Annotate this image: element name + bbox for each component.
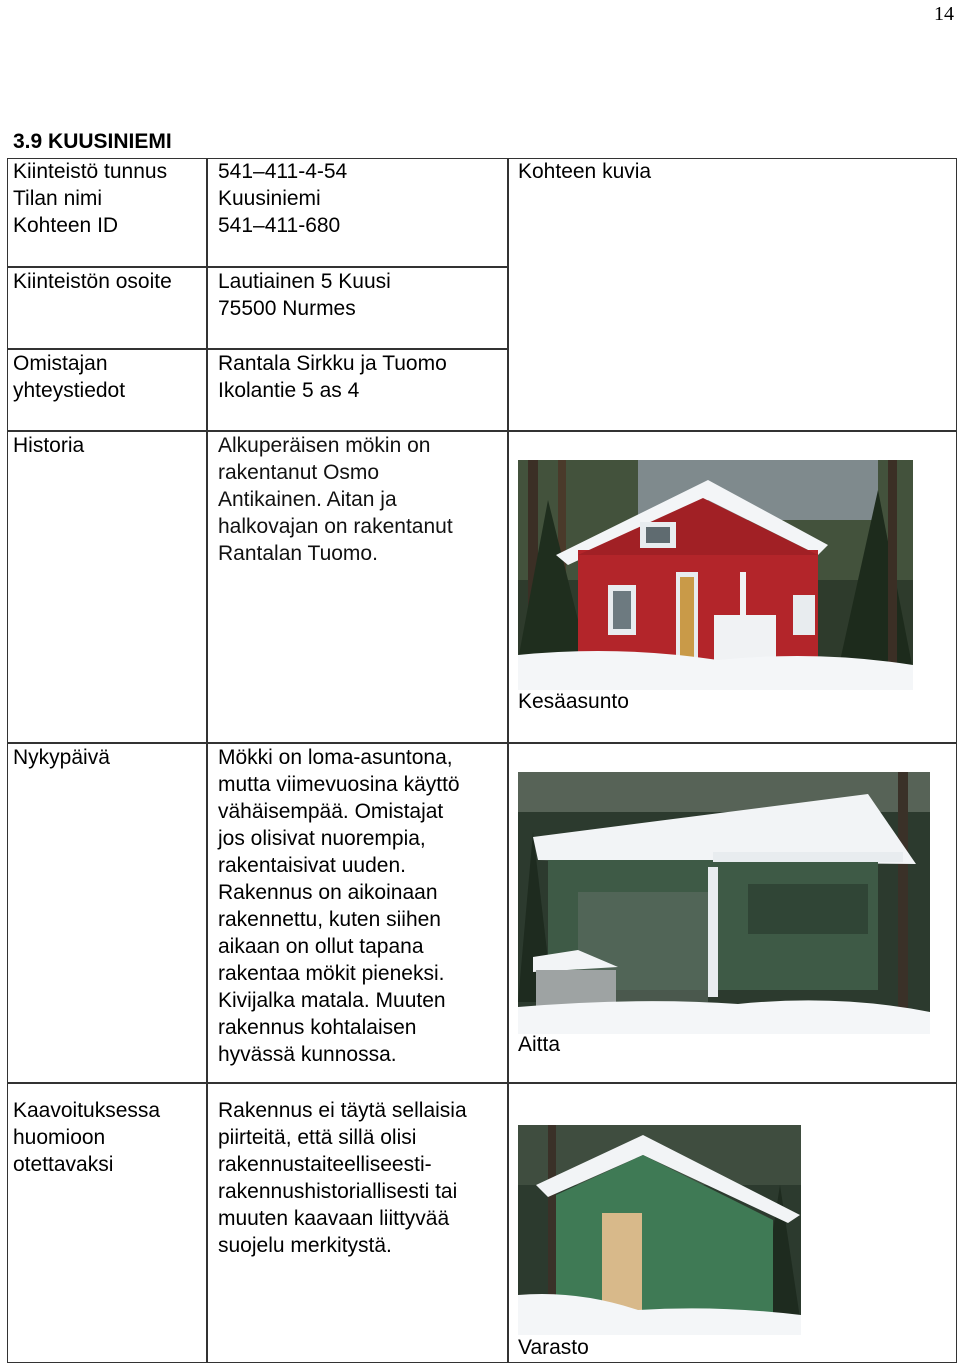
present-line: rakennus kohtalaisen: [218, 1016, 417, 1039]
label-site-id: Kohteen ID: [13, 214, 119, 237]
present-value-cell: [218, 744, 460, 1068]
granary-caption: Aitta: [518, 1033, 561, 1056]
column-divider: [507, 158, 509, 1363]
present-line: hyvässä kunnossa.: [218, 1043, 397, 1066]
zoning-label-cell: [13, 1097, 160, 1178]
label-zoning-line: huomioon: [13, 1126, 106, 1149]
summer-cottage-caption: Kesäasunto: [518, 690, 629, 713]
page-number: 14: [934, 3, 954, 25]
pictures-header-text: Kohteen kuvia: [518, 160, 652, 183]
label-zoning-line: otettavaksi: [13, 1153, 114, 1176]
zoning-line: rakennustaiteelliseesti-: [218, 1153, 432, 1176]
label-history: Historia: [13, 434, 85, 457]
storage-shed-caption: Varasto: [518, 1336, 589, 1359]
ids-label-cell: [13, 158, 167, 239]
owner-line: Rantala Sirkku ja Tuomo: [218, 352, 447, 375]
row-divider: [7, 430, 957, 432]
history-line: Rantalan Tuomo.: [218, 542, 378, 565]
section-title: 3.9 KUUSINIEMI: [13, 130, 172, 153]
address-line: Lautiainen 5 Kuusi: [218, 270, 391, 293]
present-line: Mökki on loma-asuntona,: [218, 746, 453, 769]
history-line: rakentanut Osmo: [218, 461, 380, 484]
present-line: aikaan on ollut tapana: [218, 935, 424, 958]
owner-label-cell: [13, 350, 125, 404]
label-owner-line: yhteystiedot: [13, 379, 126, 402]
summer-cottage-photo: [518, 460, 913, 690]
history-value-cell: [218, 432, 453, 567]
label-address: Kiinteistön osoite: [13, 270, 172, 293]
present-line: rakentaisivat uuden.: [218, 854, 406, 877]
zoning-value-cell: [218, 1097, 467, 1259]
address-label-cell: [13, 268, 172, 295]
present-line: rakennettu, kuten siihen: [218, 908, 441, 931]
label-property-code: Kiinteistö tunnus: [13, 160, 168, 183]
owner-value-cell: [218, 350, 447, 404]
label-zoning-line: Kaavoituksessa: [13, 1099, 161, 1122]
zoning-line: Rakennus ei täytä sellaisia: [218, 1099, 467, 1122]
label-farm-name: Tilan nimi: [13, 187, 103, 210]
zoning-line: rakennushistoriallisesti tai: [218, 1180, 458, 1203]
present-line: Rakennus on aikoinaan: [218, 881, 438, 904]
storage-shed-photo: [518, 1125, 801, 1335]
zoning-line: muuten kaavaan liittyvää: [218, 1207, 450, 1230]
property-table: [7, 158, 957, 1363]
label-owner-line: Omistajan: [13, 352, 108, 375]
present-line: Kivijalka matala. Muuten: [218, 989, 446, 1012]
address-line: 75500 Nurmes: [218, 297, 356, 320]
present-line: jos olisivat nuorempia,: [218, 827, 426, 850]
history-line: Antikainen. Aitan ja: [218, 488, 397, 511]
present-line: vähäisempää. Omistajat: [218, 800, 444, 823]
zoning-line: suojelu merkitystä.: [218, 1234, 392, 1257]
present-line: rakentaa mökit pieneksi.: [218, 962, 445, 985]
zoning-line: piirteitä, että sillä olisi: [218, 1126, 417, 1149]
label-present: Nykypäivä: [13, 746, 110, 769]
value-farm-name: Kuusiniemi: [218, 187, 321, 210]
address-value-cell: [218, 268, 391, 322]
granary-photo: [518, 772, 930, 1034]
ids-value-cell: [218, 158, 347, 239]
present-label-cell: [13, 744, 110, 771]
value-property-code: 541–411-4-54: [218, 160, 348, 183]
present-line: mutta viimevuosina käyttö: [218, 773, 460, 796]
history-line: halkovajan on rakentanut: [218, 515, 453, 538]
column-divider: [206, 158, 208, 1363]
history-label-cell: [13, 432, 84, 459]
pictures-header: [518, 158, 651, 185]
owner-line: Ikolantie 5 as 4: [218, 379, 360, 402]
row-divider: [7, 1082, 957, 1084]
value-site-id: 541–411-680: [218, 214, 341, 237]
row-divider: [7, 742, 957, 744]
history-line: Alkuperäisen mökin on: [218, 434, 431, 457]
